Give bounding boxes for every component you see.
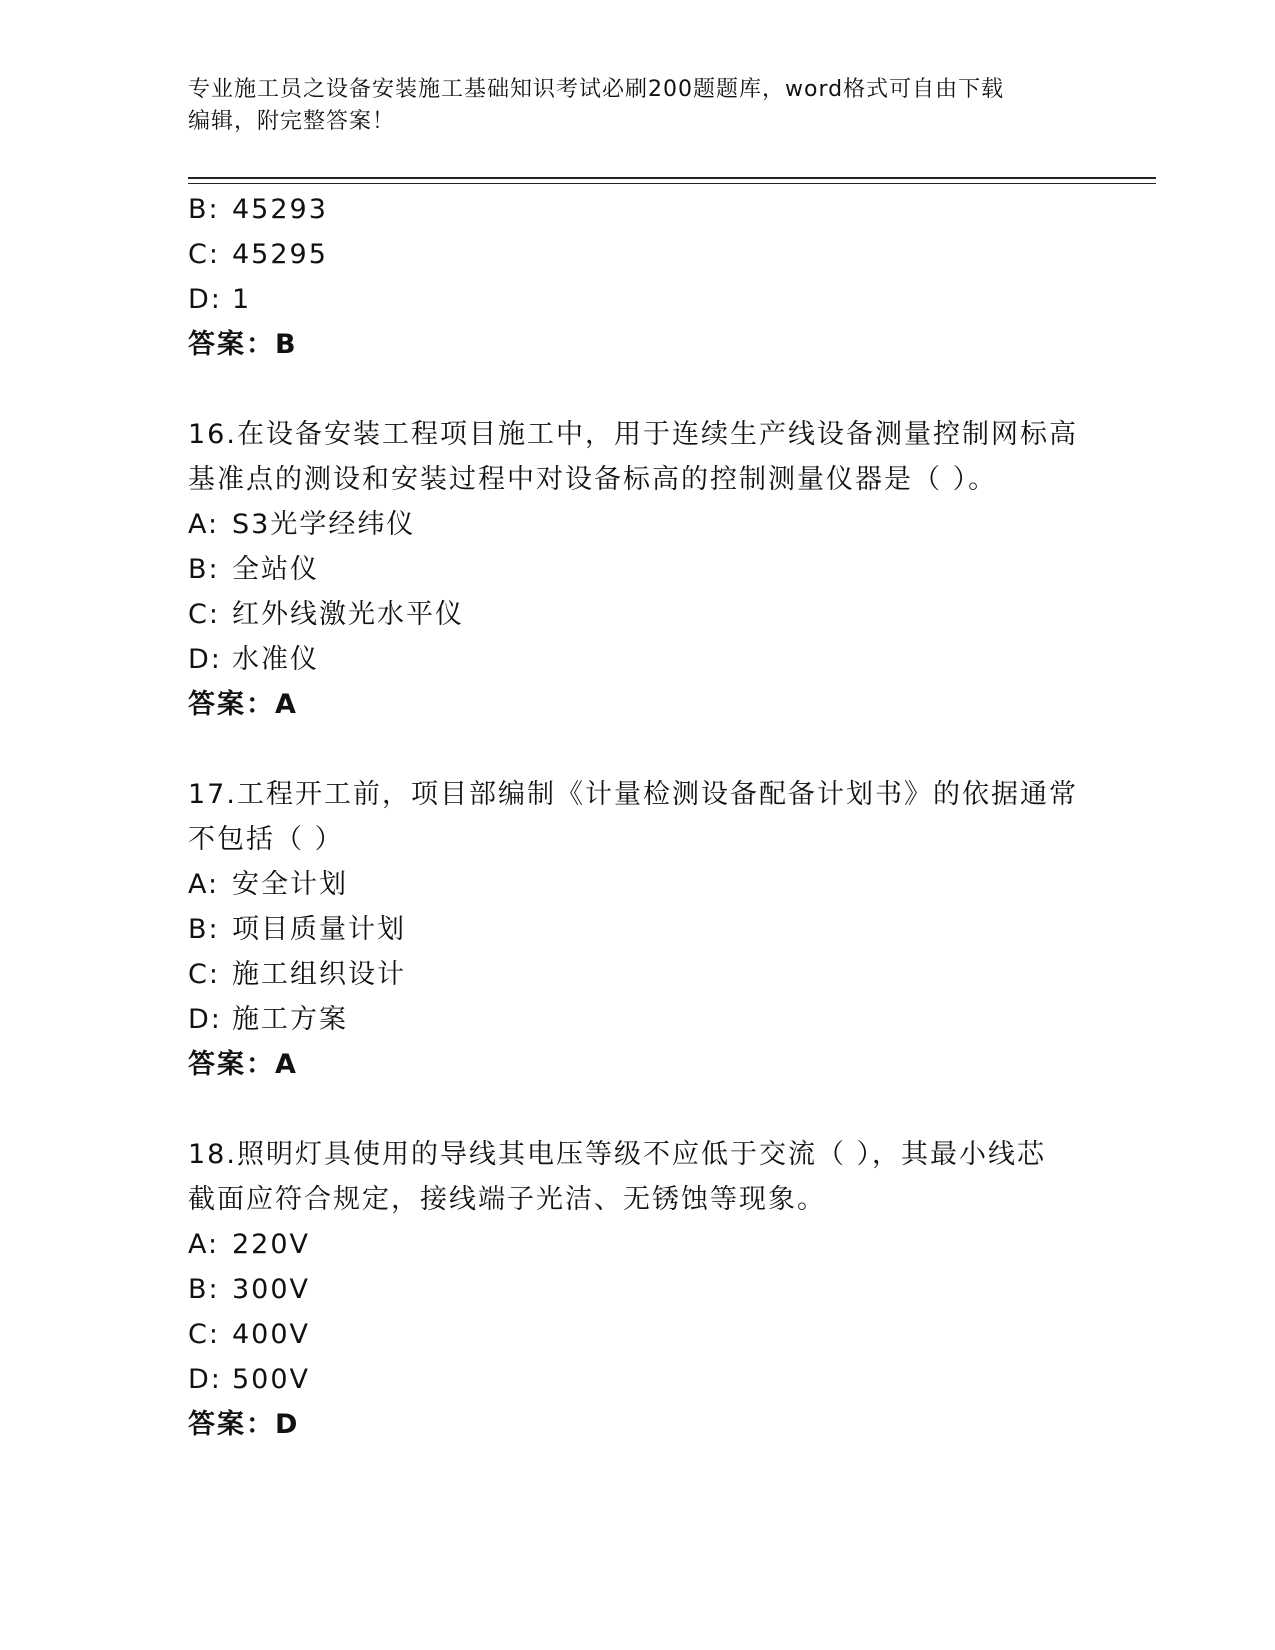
q16-answer: 答案：A <box>188 689 298 720</box>
option-letter: B: <box>188 194 220 225</box>
prev-option-d <box>188 280 251 320</box>
header-rule-thick <box>188 177 1156 179</box>
prev-answer: 答案：B <box>188 329 298 360</box>
option-text: 施工组织设计 <box>232 959 406 990</box>
option-letter: C: <box>188 599 220 630</box>
q17-stem-line-1: 17.工程开工前，项目部编制《计量检测设备配备计划书》的依据通常 <box>188 779 1078 810</box>
option-text: 全站仪 <box>232 554 319 585</box>
option-letter: A: <box>188 869 220 900</box>
q17-option-d <box>188 1000 348 1040</box>
option-text: 300V <box>232 1274 311 1305</box>
option-text: 施工方案 <box>232 1004 348 1035</box>
header-line-1: 专业施工员之设备安装施工基础知识考试必刷200题题库，word格式可自由下载 <box>188 77 1005 102</box>
option-letter: D: <box>188 1364 222 1395</box>
option-text: 45295 <box>232 239 328 270</box>
q18-stem-line-1: 18.照明灯具使用的导线其电压等级不应低于交流（ ），其最小线芯 <box>188 1139 1047 1170</box>
q18-option-b <box>188 1270 310 1310</box>
q17-answer: 答案：A <box>188 1049 298 1080</box>
q16-option-c <box>188 595 464 635</box>
q16-option-a <box>188 505 415 545</box>
option-text: 220V <box>232 1229 311 1260</box>
option-letter: A: <box>188 1229 220 1260</box>
header-rule-thin <box>188 183 1156 184</box>
q17-option-b <box>188 910 406 950</box>
q18-answer: 答案：D <box>188 1409 300 1440</box>
prev-option-c <box>188 235 328 275</box>
q17-stem-line-2: 不包括（ ） <box>188 824 344 855</box>
q17-option-c <box>188 955 406 995</box>
option-text: 1 <box>232 284 252 315</box>
option-letter: D: <box>188 284 222 315</box>
option-letter: B: <box>188 1274 220 1305</box>
option-text: 红外线激光水平仪 <box>232 599 464 630</box>
prev-option-b <box>188 190 328 230</box>
option-text: 水准仪 <box>232 644 319 675</box>
page-header <box>188 74 1088 138</box>
option-letter: B: <box>188 914 220 945</box>
q16-option-d <box>188 640 319 680</box>
q16-stem-line-2: 基准点的测设和安装过程中对设备标高的控制测量仪器是（ ）。 <box>188 464 998 495</box>
option-text: 安全计划 <box>232 869 348 900</box>
header-line-2: 编辑，附完整答案！ <box>188 109 396 134</box>
q16-stem-line-1: 16.在设备安装工程项目施工中，用于连续生产线设备测量控制网标高 <box>188 419 1078 450</box>
q18-option-c <box>188 1315 310 1355</box>
option-letter: B: <box>188 554 220 585</box>
option-text: 项目质量计划 <box>232 914 406 945</box>
option-letter: D: <box>188 644 222 675</box>
option-text: S3光学经纬仪 <box>232 509 416 540</box>
q18-stem-line-2: 截面应符合规定，接线端子光洁、无锈蚀等现象。 <box>188 1184 826 1215</box>
option-letter: C: <box>188 239 220 270</box>
q17-option-a <box>188 865 348 905</box>
q16-option-b <box>188 550 319 590</box>
option-letter: D: <box>188 1004 222 1035</box>
q18-option-d <box>188 1360 310 1400</box>
option-letter: C: <box>188 959 220 990</box>
option-letter: C: <box>188 1319 220 1350</box>
option-text: 500V <box>232 1364 311 1395</box>
option-letter: A: <box>188 509 220 540</box>
option-text: 400V <box>232 1319 311 1350</box>
option-text: 45293 <box>232 194 328 225</box>
q18-option-a <box>188 1225 310 1265</box>
